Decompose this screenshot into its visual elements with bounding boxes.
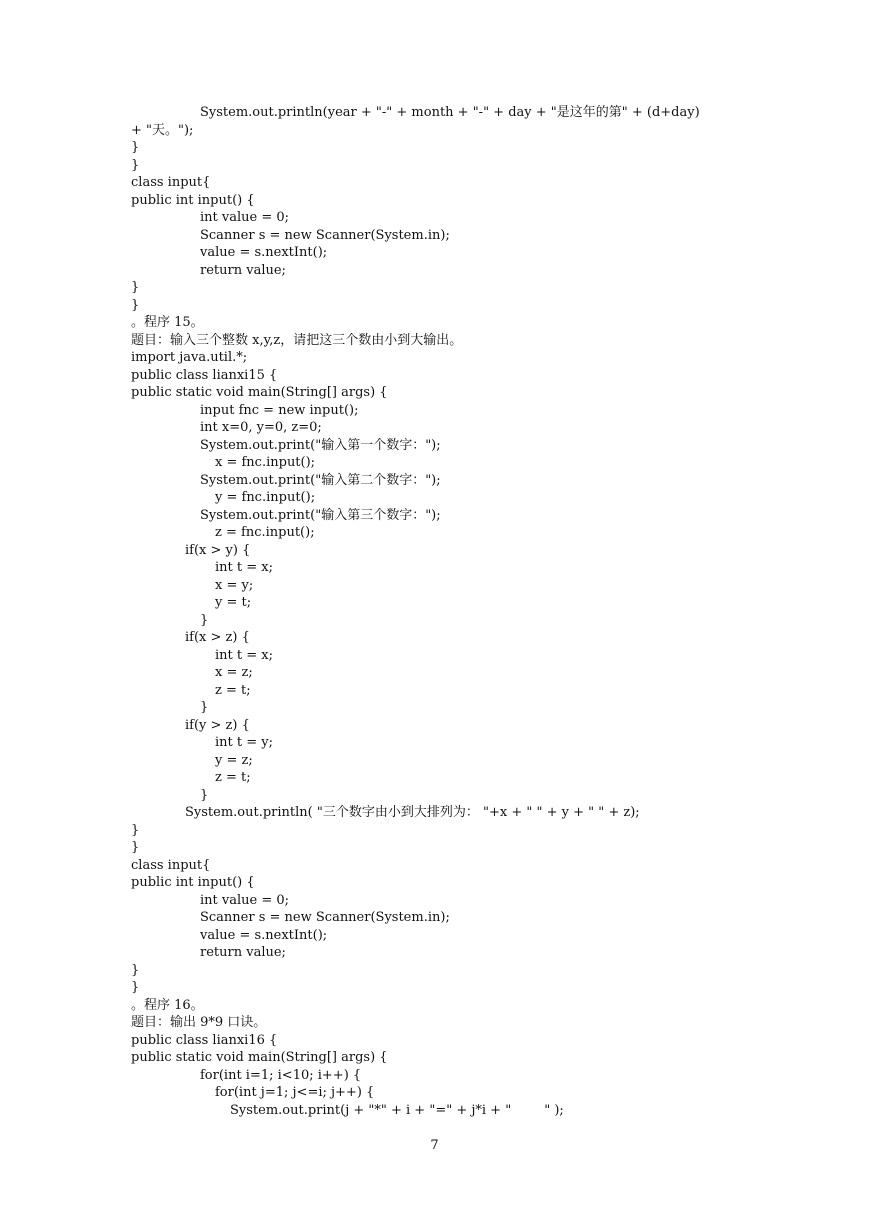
document-line: int x=0, y=0, z=0; <box>200 420 322 435</box>
document-line: import java.util.*; <box>131 350 248 365</box>
document-line: value = s.nextInt(); <box>200 927 328 943</box>
document-line: System.out.println(year + "-" + month + "-" + day + "是这年的第" + (d+day) <box>200 105 700 120</box>
document-line: } <box>200 612 209 628</box>
document-line: if(y > z) { <box>185 717 250 733</box>
document-line: } <box>200 787 209 803</box>
document-line: class input{ <box>131 175 211 190</box>
document-line: int t = y; <box>215 735 273 750</box>
document-line: System.out.print("输入第一个数字："); <box>200 437 441 453</box>
document-line: System.out.print(j + "*" + i + "=" + j*i + " " ); <box>230 1102 564 1118</box>
document-line: int t = x; <box>215 560 273 575</box>
document-line: class input{ <box>131 857 211 873</box>
document-line: return value; <box>200 262 286 278</box>
document-line: public int input() { <box>131 875 255 890</box>
document-line: y = t; <box>215 595 252 610</box>
document-line: Scanner s = new Scanner(System.in); <box>200 227 450 243</box>
document-line: value = s.nextInt(); <box>200 245 328 260</box>
document-line: } <box>200 700 209 715</box>
document-line: z = t; <box>215 770 251 785</box>
document-line: input fnc = new input(); <box>200 402 359 418</box>
document-line: + "天。"); <box>131 122 194 138</box>
document-line: System.out.print("输入第三个数字："); <box>200 507 441 523</box>
document-line: } <box>131 840 140 855</box>
document-line: int t = x; <box>215 647 273 663</box>
document-line: public int input() { <box>131 192 255 208</box>
document-line: if(x > y) { <box>185 542 251 558</box>
document-line: } <box>131 280 140 295</box>
document-line: 题目：输入三个整数 x,y,z，请把这三个数由小到大输出。 <box>131 332 463 348</box>
document-line: 。程序 15。 <box>131 315 204 330</box>
document-line: 题目：输出 9*9 口诀。 <box>131 1015 267 1030</box>
document-line: y = fnc.input(); <box>215 490 316 505</box>
document-line: z = t; <box>215 682 251 698</box>
document-line: for(int i=1; i<10; i++) { <box>200 1067 362 1083</box>
document-line: } <box>131 822 140 838</box>
document-line: int value = 0; <box>200 210 290 225</box>
document-line: Scanner s = new Scanner(System.in); <box>200 910 450 925</box>
document-line: x = z; <box>215 665 253 680</box>
document-line: x = fnc.input(); <box>215 455 316 470</box>
document-line: } <box>131 297 140 313</box>
document-line: public class lianxi16 { <box>131 1032 278 1048</box>
code-listing <box>131 104 700 1119</box>
document-line: 。程序 16。 <box>131 997 204 1013</box>
document-line: System.out.print("输入第二个数字："); <box>200 472 441 488</box>
page-number: 7 <box>430 1138 439 1153</box>
document-line: x = y; <box>215 577 254 593</box>
document-line: } <box>131 140 140 155</box>
document-line: int value = 0; <box>200 892 290 908</box>
document-line: return value; <box>200 945 286 960</box>
document-line: System.out.println( "三个数字由小到大排列为： "+x + " " + y + " " + z); <box>185 805 640 820</box>
document-line: } <box>131 962 140 978</box>
document-line: public static void main(String[] args) { <box>131 385 388 400</box>
document-line: public static void main(String[] args) { <box>131 1050 388 1065</box>
document-line: if(x > z) { <box>185 630 250 645</box>
document-line: for(int j=1; j<=i; j++) { <box>215 1085 375 1100</box>
document-line: } <box>131 980 140 995</box>
document-line: } <box>131 157 140 173</box>
document-line: public class lianxi15 { <box>131 367 278 383</box>
document-line: y = z; <box>215 752 253 768</box>
document-line: z = fnc.input(); <box>215 525 315 540</box>
